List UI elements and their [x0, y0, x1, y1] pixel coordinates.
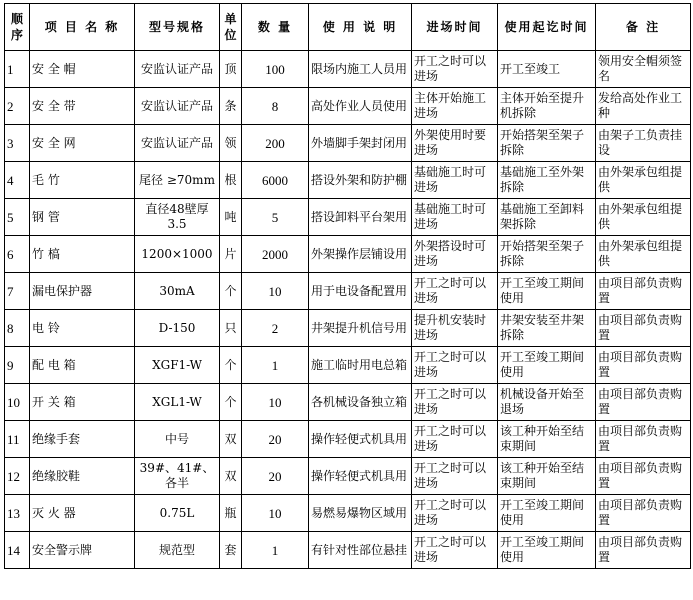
cell-remark: 由架子工负责挂设 — [596, 125, 691, 162]
cell-remark: 由项目部负责购置 — [596, 495, 691, 532]
header-row — [5, 4, 691, 51]
cell-spec: 尾径 ≥70mm — [135, 162, 220, 199]
cell-name: 安全警示牌 — [30, 532, 135, 569]
cell-spec: 直径48壁厚3.5 — [135, 199, 220, 236]
cell-seq: 13 — [5, 495, 30, 532]
cell-entry: 基础施工时可进场 — [412, 199, 498, 236]
cell-period: 该工种开始至结束期间 — [498, 458, 596, 495]
cell-period: 开工至竣工 — [498, 51, 596, 88]
cell-usage: 有针对性部位悬挂 — [309, 532, 412, 569]
cell-qty: 2 — [242, 310, 309, 347]
cell-entry: 提升机安装时进场 — [412, 310, 498, 347]
cell-qty: 2000 — [242, 236, 309, 273]
cell-seq: 7 — [5, 273, 30, 310]
cell-spec: XGL1-W — [135, 384, 220, 421]
cell-name: 开 关 箱 — [30, 384, 135, 421]
cell-unit: 片 — [220, 236, 242, 273]
cell-name: 毛 竹 — [30, 162, 135, 199]
cell-seq: 9 — [5, 347, 30, 384]
cell-remark: 由外架承包组提供 — [596, 162, 691, 199]
cell-spec: D-150 — [135, 310, 220, 347]
safety-equipment-table-wrapper — [4, 3, 691, 569]
cell-usage: 操作轻便式机具用 — [309, 421, 412, 458]
cell-name: 灭 火 器 — [30, 495, 135, 532]
cell-name: 竹 槁 — [30, 236, 135, 273]
cell-period: 主体开始至提升机拆除 — [498, 88, 596, 125]
cell-entry: 主体开始施工进场 — [412, 88, 498, 125]
cell-spec: 安监认证产品 — [135, 51, 220, 88]
cell-entry: 开工之时可以进场 — [412, 458, 498, 495]
cell-unit: 瓶 — [220, 495, 242, 532]
cell-qty: 10 — [242, 273, 309, 310]
cell-usage: 外墙脚手架封闭用 — [309, 125, 412, 162]
cell-entry: 基础施工时可进场 — [412, 162, 498, 199]
cell-remark: 由项目部负责购置 — [596, 310, 691, 347]
cell-period: 开工至竣工期间使用 — [498, 495, 596, 532]
table-row — [5, 273, 691, 310]
cell-period: 开始搭架至架子拆除 — [498, 236, 596, 273]
cell-name: 安 全 带 — [30, 88, 135, 125]
cell-period: 基础施工至外架拆除 — [498, 162, 596, 199]
cell-usage: 搭设卸料平台架用 — [309, 199, 412, 236]
cell-seq: 10 — [5, 384, 30, 421]
header-entry: 进场时间 — [412, 4, 498, 51]
cell-seq: 3 — [5, 125, 30, 162]
cell-qty: 100 — [242, 51, 309, 88]
cell-period: 开工至竣工期间使用 — [498, 532, 596, 569]
cell-period: 该工种开始至结束期间 — [498, 421, 596, 458]
cell-spec: 1200×1000 — [135, 236, 220, 273]
cell-usage: 搭设外架和防护棚 — [309, 162, 412, 199]
header-qty: 数 量 — [242, 4, 309, 51]
cell-usage: 用于电设备配置用 — [309, 273, 412, 310]
table-row — [5, 310, 691, 347]
cell-name: 电 铃 — [30, 310, 135, 347]
table-row — [5, 458, 691, 495]
cell-name: 安 全 帽 — [30, 51, 135, 88]
header-name: 项 目 名 称 — [30, 4, 135, 51]
cell-period: 开始搭架至架子拆除 — [498, 125, 596, 162]
cell-usage: 限场内施工人员用 — [309, 51, 412, 88]
cell-unit: 个 — [220, 347, 242, 384]
cell-remark: 领用安全帽须签名 — [596, 51, 691, 88]
cell-remark: 由项目部负责购置 — [596, 421, 691, 458]
table-row — [5, 532, 691, 569]
cell-period: 机械设备开始至退场 — [498, 384, 596, 421]
cell-usage: 易燃易爆物区域用 — [309, 495, 412, 532]
cell-qty: 10 — [242, 495, 309, 532]
header-unit: 单位 — [220, 4, 242, 51]
cell-qty: 6000 — [242, 162, 309, 199]
cell-seq: 2 — [5, 88, 30, 125]
header-remark: 备 注 — [596, 4, 691, 51]
cell-entry: 开工之时可以进场 — [412, 421, 498, 458]
cell-qty: 8 — [242, 88, 309, 125]
cell-spec: 安监认证产品 — [135, 125, 220, 162]
cell-unit: 个 — [220, 273, 242, 310]
cell-spec: XGF1-W — [135, 347, 220, 384]
header-spec: 型号规格 — [135, 4, 220, 51]
cell-remark: 由项目部负责购置 — [596, 273, 691, 310]
table-row — [5, 88, 691, 125]
cell-entry: 开工之时可以进场 — [412, 495, 498, 532]
cell-spec: 39#、41#、各半 — [135, 458, 220, 495]
cell-seq: 14 — [5, 532, 30, 569]
cell-entry: 开工之时可以进场 — [412, 51, 498, 88]
cell-entry: 开工之时可以进场 — [412, 347, 498, 384]
cell-usage: 操作轻便式机具用 — [309, 458, 412, 495]
cell-remark: 由外架承包组提供 — [596, 236, 691, 273]
cell-qty: 5 — [242, 199, 309, 236]
cell-spec: 30mA — [135, 273, 220, 310]
cell-remark: 由外架承包组提供 — [596, 199, 691, 236]
cell-name: 配 电 箱 — [30, 347, 135, 384]
table-row — [5, 421, 691, 458]
cell-seq: 8 — [5, 310, 30, 347]
table-row — [5, 162, 691, 199]
cell-unit: 条 — [220, 88, 242, 125]
cell-name: 绝缘胶鞋 — [30, 458, 135, 495]
cell-entry: 开工之时可以进场 — [412, 384, 498, 421]
cell-remark: 由项目部负责购置 — [596, 384, 691, 421]
table-row — [5, 51, 691, 88]
cell-qty: 10 — [242, 384, 309, 421]
cell-entry: 开工之时可以进场 — [412, 532, 498, 569]
cell-unit: 根 — [220, 162, 242, 199]
cell-seq: 1 — [5, 51, 30, 88]
cell-remark: 由项目部负责购置 — [596, 532, 691, 569]
cell-period: 开工至竣工期间使用 — [498, 347, 596, 384]
cell-seq: 12 — [5, 458, 30, 495]
table-row — [5, 236, 691, 273]
cell-unit: 领 — [220, 125, 242, 162]
cell-spec: 中号 — [135, 421, 220, 458]
cell-spec: 规范型 — [135, 532, 220, 569]
cell-entry: 开工之时可以进场 — [412, 273, 498, 310]
cell-period: 开工至竣工期间使用 — [498, 273, 596, 310]
cell-remark: 发给高处作业工种 — [596, 88, 691, 125]
cell-period: 井架安装至井架拆除 — [498, 310, 596, 347]
cell-unit: 双 — [220, 458, 242, 495]
cell-usage: 各机械设备独立箱 — [309, 384, 412, 421]
cell-spec: 安监认证产品 — [135, 88, 220, 125]
header-period: 使用起讫时间 — [498, 4, 596, 51]
cell-seq: 4 — [5, 162, 30, 199]
cell-usage: 外架操作层铺设用 — [309, 236, 412, 273]
cell-qty: 1 — [242, 347, 309, 384]
cell-entry: 外架搭设时可进场 — [412, 236, 498, 273]
cell-name: 钢 管 — [30, 199, 135, 236]
cell-seq: 11 — [5, 421, 30, 458]
cell-unit: 吨 — [220, 199, 242, 236]
cell-qty: 200 — [242, 125, 309, 162]
table-row — [5, 495, 691, 532]
cell-unit: 顶 — [220, 51, 242, 88]
table-row — [5, 199, 691, 236]
cell-seq: 5 — [5, 199, 30, 236]
cell-unit: 只 — [220, 310, 242, 347]
cell-usage: 井架提升机信号用 — [309, 310, 412, 347]
cell-period: 基础施工至卸料架拆除 — [498, 199, 596, 236]
table-row — [5, 347, 691, 384]
cell-qty: 20 — [242, 458, 309, 495]
cell-qty: 20 — [242, 421, 309, 458]
table-row — [5, 384, 691, 421]
cell-usage: 施工临时用电总箱 — [309, 347, 412, 384]
cell-name: 漏电保护器 — [30, 273, 135, 310]
cell-qty: 1 — [242, 532, 309, 569]
cell-unit: 个 — [220, 384, 242, 421]
cell-unit: 套 — [220, 532, 242, 569]
safety-equipment-table — [4, 3, 691, 569]
cell-remark: 由项目部负责购置 — [596, 347, 691, 384]
cell-name: 绝缘手套 — [30, 421, 135, 458]
cell-name: 安 全 网 — [30, 125, 135, 162]
cell-seq: 6 — [5, 236, 30, 273]
header-seq: 顺序 — [5, 4, 30, 51]
cell-unit: 双 — [220, 421, 242, 458]
table-row — [5, 125, 691, 162]
cell-spec: 0.75L — [135, 495, 220, 532]
cell-usage: 高处作业人员使用 — [309, 88, 412, 125]
cell-entry: 外架使用时要进场 — [412, 125, 498, 162]
header-usage: 使 用 说 明 — [309, 4, 412, 51]
table-body — [5, 51, 691, 569]
cell-remark: 由项目部负责购置 — [596, 458, 691, 495]
